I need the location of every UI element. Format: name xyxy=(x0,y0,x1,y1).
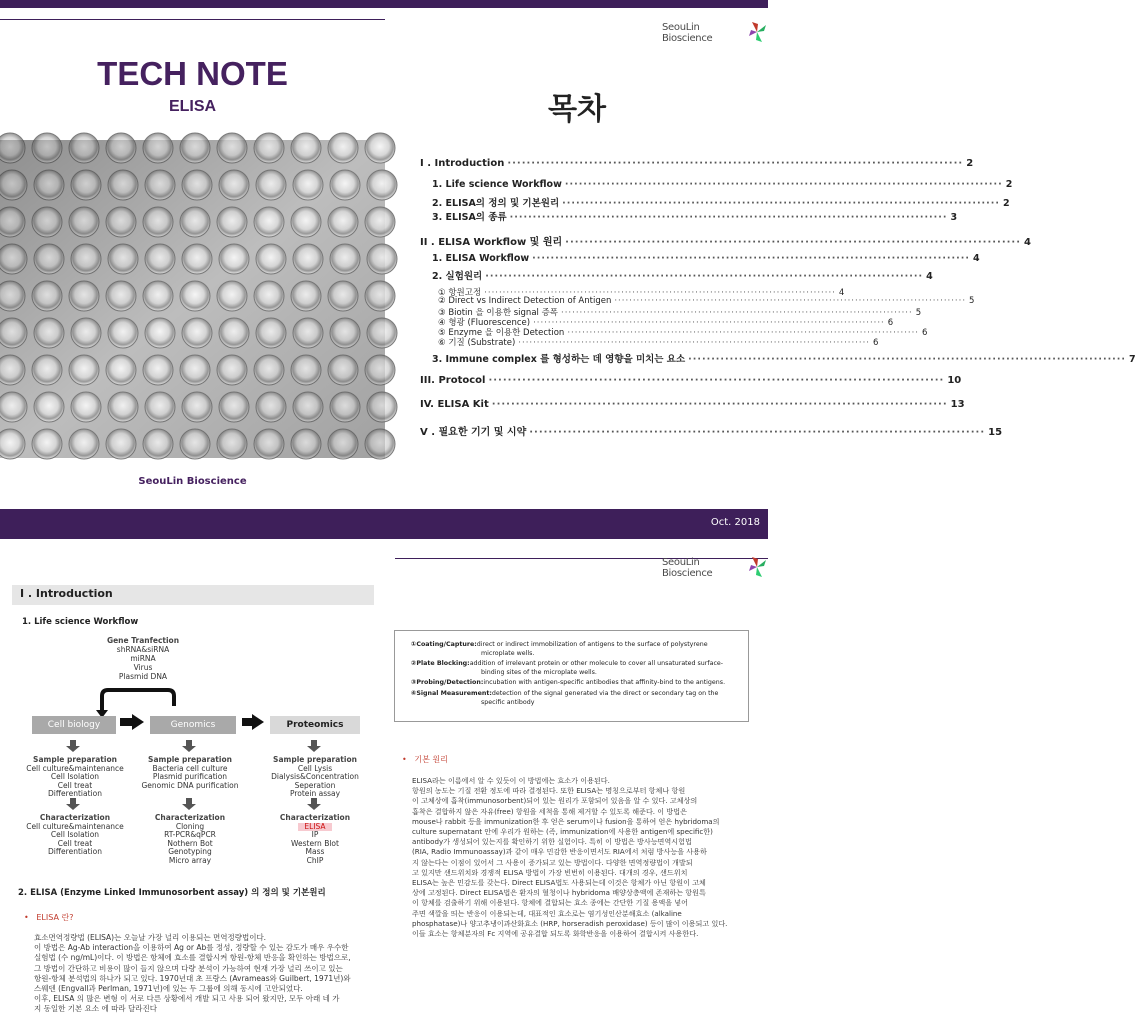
toc-entry[interactable] xyxy=(420,375,962,386)
divider xyxy=(0,19,385,20)
toc-entry-page: 4 xyxy=(926,271,933,282)
prep-item: Protein assay xyxy=(289,789,341,798)
toc-entry[interactable] xyxy=(420,195,1010,209)
stage-cell-biology: Cell biology xyxy=(32,716,116,734)
paragraph-line: 스웨덴 (Engvall과 Perlman, 1971년)에 있는 두 그룹에 의해 동시에 고안되었다. xyxy=(34,984,303,994)
toc-entry[interactable] xyxy=(420,268,933,282)
toc-entry-page: 13 xyxy=(950,399,965,410)
toc-entry-label: ④ 형광 (Fluorescence) xyxy=(438,318,531,328)
toc-entry-page: 15 xyxy=(988,427,1003,438)
char-item: Cloning xyxy=(175,821,205,831)
toc-entry-label: ① 항원고정 xyxy=(438,288,482,298)
char-item: Cell treat xyxy=(57,838,93,848)
toc-entry-label: II . ELISA Workflow 및 원리 xyxy=(420,237,563,248)
gene-item: Plasmid DNA xyxy=(118,672,168,681)
elisa-paragraph xyxy=(34,933,379,1015)
char-item: Cell culture&maintenance xyxy=(26,821,124,831)
prep-item: Cell treat xyxy=(57,780,93,790)
leaf-logo-icon xyxy=(746,20,768,44)
column-proteomics xyxy=(260,756,370,799)
step-text-cont: binding sites of the microplate wells. xyxy=(481,668,597,676)
section-title: I . Introduction xyxy=(12,585,374,605)
toc-entry[interactable] xyxy=(420,158,974,169)
step-text-cont: specific antibody xyxy=(481,698,535,706)
toc-entry-label: 2. ELISA의 정의 및 기본원리 xyxy=(432,198,560,209)
toc-entry-page: 2 xyxy=(1003,198,1010,209)
paragraph-line: 이 고체상에 흡착(immunosorbent)되어 있는 원리가 포함되어 있음을 알 수 있다. 고체상의 xyxy=(412,796,698,806)
toc-entry-page: 7 xyxy=(1129,354,1136,365)
toc-entry-label: 1. ELISA Workflow xyxy=(432,253,530,264)
elisa-steps-box xyxy=(394,630,749,722)
char-title: Characterization xyxy=(39,813,111,822)
step-term: ③Probing/Detection: xyxy=(411,679,484,687)
paragraph-line: antibody가 생성되어 있는지를 확인하기 위한 실험이다. 특히 이 방법은 방사능면역시험법 xyxy=(412,837,692,847)
prep-item: Genomic DNA purification xyxy=(141,780,239,790)
char-item: Micro array xyxy=(168,855,212,865)
toc-entry-page: 2 xyxy=(1005,179,1013,190)
step-item xyxy=(411,679,738,688)
paragraph-line: 주면 색깔을 띄는 반응이 이용되는데, 대표적인 효소로는 염기성인산분해효소 (alkaline xyxy=(412,908,682,918)
principle-paragraph xyxy=(412,776,762,939)
workflow-title: 1. Life science Workflow xyxy=(22,617,139,627)
column-genomics-char xyxy=(135,814,245,865)
prep-title: Sample preparation xyxy=(273,755,357,764)
toc-entry-label: 3. Immune complex 를 형성하는 데 영향을 미치는 요소 xyxy=(432,354,686,365)
elisa-bullet: • ELISA 란? xyxy=(24,913,74,922)
cover-subtitle: ELISA xyxy=(168,98,217,115)
char-item: Differentiation xyxy=(48,847,102,856)
paragraph-line: 흡착은 결합하지 않은 자유(free) 항원을 세척을 통해 제거할 수 있도록 해준다. 이 방법은 xyxy=(412,806,687,816)
prep-item: Differentiation xyxy=(48,789,102,798)
toc-leader-dots: ······························································································· xyxy=(529,427,986,438)
char-item: Genotyping xyxy=(168,847,212,856)
toc-leader-dots: ······························································································· xyxy=(532,253,970,264)
prep-item: Cell Isolation xyxy=(50,772,100,781)
paragraph-line: 이후, ELISA 의 많은 변형 이 서로 다른 상황에서 개발 되고 사용 되어 왔지만, 모두 아래 네 가 xyxy=(34,994,340,1004)
toc-entry[interactable] xyxy=(420,351,1136,365)
cover-footer-band xyxy=(0,509,768,539)
toc-entry-page: 4 xyxy=(838,288,845,298)
toc-entry[interactable] xyxy=(420,336,879,348)
toc-entry-label: ⑥ 기질 (Substrate) xyxy=(438,338,516,348)
step-item xyxy=(411,660,738,677)
cover-title: TECH NOTE xyxy=(97,55,288,92)
toc-leader-dots: ······························································································· xyxy=(507,158,964,169)
toc-entry-label: ③ Biotin 을 이용한 signal 증폭 xyxy=(438,308,559,318)
cover-publisher: SeouLin Bioscience xyxy=(138,476,247,487)
toc-heading: 목차 xyxy=(548,92,606,127)
paragraph-line: mouse나 rabbit 등을 immunization한 후 얻은 serum이나 fusion을 통하여 얻은 hybridoma의 xyxy=(412,816,720,826)
toc-leader-dots: ······························································································· xyxy=(561,308,913,318)
toc-entry-label: 2. 실험원리 xyxy=(432,271,483,282)
step-text: direct or indirect immobilization of antigens to the surface of polystyrene xyxy=(476,641,708,648)
elisa-definition-title: 2. ELISA (Enzyme Linked Immunosorbent assay) 의 정의 및 기본원리 xyxy=(18,888,326,898)
paragraph-line: (RIA, Radio Immunoassay)과 같이 매우 민감한 반응이면서도 RIA에서 처럼 방사능을 사용하 xyxy=(412,847,707,857)
principle-bullet: • 기본 원리 xyxy=(402,755,448,764)
char-item: RT-PCR&qPCR xyxy=(164,830,216,839)
paragraph-line: 항원의 농도는 기질 전환 정도에 따라 결정된다. 또한 ELISA는 명칭으로부터 항체나 항원 xyxy=(412,786,686,796)
toc-leader-dots: ······························································································· xyxy=(565,237,1022,248)
toc-entry-label: ⑤ Enzyme 을 이용한 Detection xyxy=(438,328,565,338)
cover-date: Oct. 2018 xyxy=(710,517,760,528)
toc-entry[interactable] xyxy=(420,253,980,264)
paragraph-line: culture supernatant 안에 우리가 원하는 (즉, immunization에 사용한 antigen에 specific한) xyxy=(412,827,713,837)
step-text: addition of irrelevant protein or other molecule to cover all unsaturated surface- xyxy=(469,660,724,668)
char-item: Western Blot xyxy=(291,838,339,848)
toc-entry[interactable] xyxy=(420,209,958,223)
stage-proteomics: Proteomics xyxy=(270,716,360,734)
toc-leader-dots: ······························································································· xyxy=(564,179,1003,190)
toc-leader-dots: ······························································································· xyxy=(509,212,948,223)
prep-title: Sample preparation xyxy=(33,755,117,764)
prep-item: Dialysis&Concentration xyxy=(271,772,359,781)
toc-leader-dots: ······························································································· xyxy=(488,375,945,386)
toc-leader-dots: ······························································································· xyxy=(484,288,836,298)
logo-text: SeouLin Bioscience xyxy=(662,22,713,44)
paragraph-line: ELISA는 높은 민감도를 갖는다. Direct ELISA법도 사용되는데 이것은 항체가 아닌 항원이 고체 xyxy=(412,878,706,888)
toc-entry[interactable] xyxy=(420,399,965,410)
elisa-bullet-label: ELISA 란? xyxy=(36,913,74,922)
column-cell-biology-char xyxy=(20,814,130,857)
paragraph-line: 상에 고정된다. Direct ELISA법은 환자의 혈청이나 hybridoma 배양상층액에 존재하는 항원특 xyxy=(412,888,706,898)
step-text-cont: microplate wells. xyxy=(481,649,535,657)
logo-text: SeouLin Bioscience xyxy=(662,557,713,579)
column-cell-biology xyxy=(20,756,130,799)
toc-entry[interactable] xyxy=(420,233,1031,248)
gene-transfection-title: Gene Tranfection xyxy=(106,636,180,645)
table-of-contents xyxy=(420,0,1136,450)
toc-entry-page: 5 xyxy=(915,308,922,318)
paragraph-line: 실험법 (수 ng/mL)이다. 이 방법은 항체에 효소를 결합시켜 항원-항체 반응을 확인하는 방법으로, xyxy=(34,953,351,963)
prep-item: Cell Lysis xyxy=(297,763,333,773)
step-item xyxy=(411,641,738,658)
paragraph-line: phosphatase)나 양고추냉이과산화효소 (HRP, horseradish peroxidase) 등이 많이 이용되고 있다. xyxy=(412,918,728,928)
toc-entry-page: 2 xyxy=(966,158,974,169)
column-proteomics-char xyxy=(260,814,370,865)
step-text: detection of the signal generated via the direct or secondary tag on the xyxy=(491,689,719,697)
toc-leader-dots: ······························································································· xyxy=(485,271,924,282)
leaf-logo-icon xyxy=(746,555,768,579)
step-term: ④Signal Measurement: xyxy=(411,689,492,697)
paragraph-line: 이들 효소는 항체분자의 Fc 지역에 공유결합 되도록 화학반응을 이용하여 결합시켜 사용한다. xyxy=(412,929,699,939)
char-item: Mass xyxy=(305,847,325,856)
paragraph-line: ELISA라는 이름에서 알 수 있듯이 이 방법에는 효소가 이용된다. xyxy=(412,776,610,785)
toc-leader-dots: ······························································································· xyxy=(518,338,870,348)
column-genomics xyxy=(135,756,245,790)
step-item xyxy=(411,690,738,707)
char-item: ChIP xyxy=(306,855,324,865)
toc-entry[interactable] xyxy=(420,296,975,306)
paragraph-line: 고 있지만 샌드위치와 경쟁적 ELISA 방법이 가장 빈번히 이용된다. 대개의 경우, 샌드위치 xyxy=(412,867,688,877)
toc-entry-label: I . Introduction xyxy=(420,158,505,169)
prep-title: Sample preparation xyxy=(148,755,232,764)
toc-entry-label: ② Direct vs Indirect Detection of Antigen xyxy=(438,296,612,306)
prep-item: Plasmid purification xyxy=(152,772,228,781)
toc-entry[interactable] xyxy=(420,179,1013,190)
toc-leader-dots: ······························································································· xyxy=(614,296,967,306)
toc-leader-dots: ······························································································· xyxy=(562,198,1000,209)
toc-entry-label: 1. Life science Workflow xyxy=(432,179,562,190)
char-title: Characterization xyxy=(154,813,226,822)
char-item: IP xyxy=(311,830,319,839)
company-logo xyxy=(662,555,768,579)
stage-genomics: Genomics xyxy=(150,716,236,734)
paragraph-line: 지 않는다는 이점이 있어서 그 사용이 증가되고 있는 방법이다. 다양한 면역정량법이 개발되 xyxy=(412,857,693,867)
toc-entry-page: 4 xyxy=(972,253,980,264)
principle-bullet-label: 기본 원리 xyxy=(414,755,448,764)
toc-entry[interactable] xyxy=(420,423,1003,438)
arrow-right-icon xyxy=(132,714,144,730)
toc-entry-label: 3. ELISA의 종류 xyxy=(432,212,507,223)
toc-entry-label: V . 필요한 기기 및 시약 xyxy=(420,427,527,438)
toc-leader-dots: ······························································································· xyxy=(567,328,920,338)
toc-leader-dots: ······························································································· xyxy=(688,354,1127,365)
toc-entry-page: 5 xyxy=(969,296,975,306)
toc-entry-page: 6 xyxy=(922,328,928,338)
paragraph-line: 그 방법이 간단하고 비용이 많이 들지 않으며 다량 분석이 가능하여 현재 가장 널리 쓰이고 있는 xyxy=(34,963,343,973)
toc-leader-dots: ······························································································· xyxy=(533,318,885,328)
char-item: Nothern Bot xyxy=(167,838,213,848)
toc-leader-dots: ······························································································· xyxy=(491,399,948,410)
gene-transfection xyxy=(83,636,203,681)
paragraph-line: 항원-항체 분석법의 하나가 되고 있다. 1970년대 초 프랑스 (Avrameas와 Guilbert, 1971년)와 xyxy=(34,973,351,983)
toc-entry-page: 6 xyxy=(887,318,894,328)
paragraph-line: 효소면역정량법 (ELISA)는 오늘날 가장 널리 이용되는 면역정량법이다. xyxy=(34,933,267,942)
prep-item: Bacteria cell culture xyxy=(152,763,228,773)
elisa-highlight: ELISA xyxy=(298,823,331,832)
paragraph-line: 이 항체를 검출하기 위해 이용된다. 항체에 결합되는 효소 종에는 간단한 기질 용액을 넣어 xyxy=(412,898,689,908)
paragraph-line: 이 방법은 Ag-Ab interaction을 이용하여 Ag or Ab를 정성, 정량할 수 있는 감도가 매우 우수한 xyxy=(34,943,349,953)
char-title: Characterization xyxy=(279,813,351,822)
gene-item: shRNA&siRNA xyxy=(116,645,170,654)
prep-item: Seperation xyxy=(294,780,336,790)
prep-item: Cell culture&maintenance xyxy=(26,763,124,773)
toc-entry-label: IV. ELISA Kit xyxy=(420,399,489,410)
gene-item: miRNA xyxy=(130,654,156,663)
gene-item: Virus xyxy=(133,663,153,672)
step-term: ②Plate Blocking: xyxy=(411,660,470,668)
paragraph-line: 지 동일한 기본 요소 에 따라 달라진다 xyxy=(34,1004,157,1014)
toc-entry-page: 6 xyxy=(872,338,879,348)
step-text: incubation with antigen-specific antibodies that affinity-bind to the antigens. xyxy=(483,679,726,687)
microplate-photo xyxy=(0,140,385,458)
toc-entry-label: III. Protocol xyxy=(420,375,486,386)
char-item: Cell Isolation xyxy=(50,830,100,839)
toc-entry-page: 3 xyxy=(950,212,958,223)
toc-entry-page: 4 xyxy=(1024,237,1031,248)
step-term: ①Coating/Capture: xyxy=(411,641,477,648)
workflow-diagram xyxy=(20,636,365,876)
toc-entry-page: 10 xyxy=(947,375,962,386)
arrow-right-icon xyxy=(252,714,264,730)
